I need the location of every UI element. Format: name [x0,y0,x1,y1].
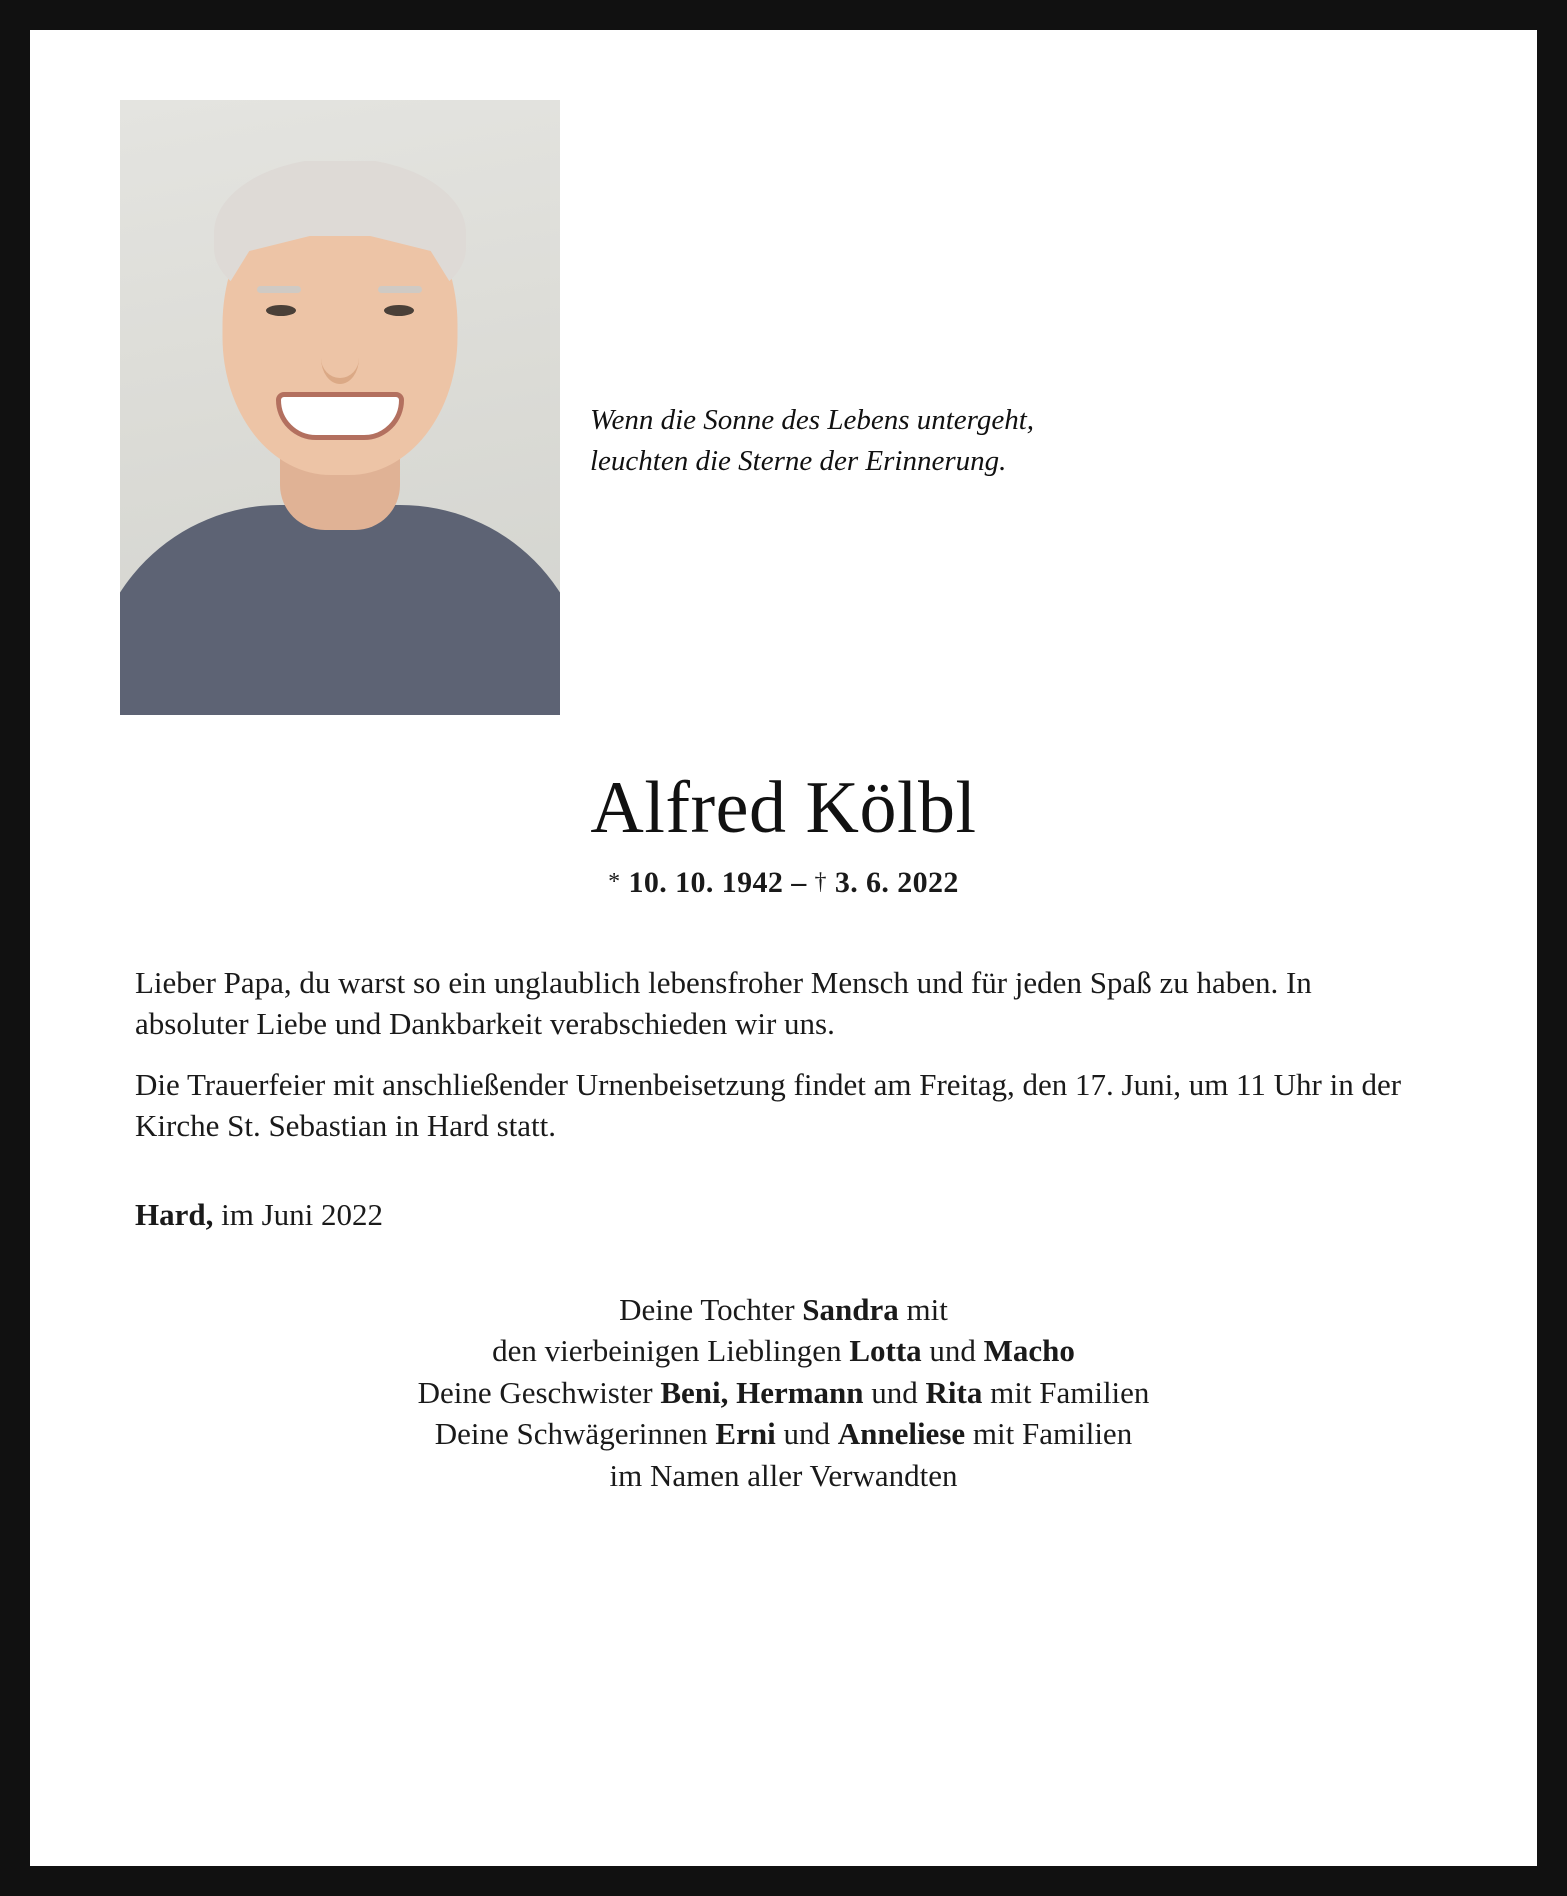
survivor-line-4-prefix: Deine Schwägerinnen [434,1416,716,1452]
death-symbol: † [814,868,827,895]
survivor-line-4-mid: und [775,1416,838,1452]
verse-line-2: leuchten die Sterne der Erinnerung. [590,445,1007,478]
photo-eyebrow-left [257,286,301,293]
photo-smile [276,392,404,440]
birth-symbol: * [608,868,621,895]
photo-eye-left [266,305,296,316]
survivor-line-2 [30,1330,1537,1372]
survivor-line-1-suffix: mit [898,1291,948,1327]
survivor-line-3-mid: und [863,1374,926,1410]
survivor-line-3-name-2: Rita [925,1374,983,1410]
survivors-list [30,1289,1537,1497]
message-paragraph-1: Lieber Papa, du warst so ein unglaublich lebensfroher Mensch und für jeden Spaß zu haben. In absoluter Liebe und Dankbarkeit verabschieden wir uns. [135,964,1312,1041]
message-paragraph-2: Die Trauerfeier mit anschließender Urnenbeisetzung findet am Freitag, den 17. Juni, um 11 Uhr in der Kirche St. Sebastian in Hard statt. [135,1067,1402,1144]
survivor-line-2-name-2: Macho [983,1333,1075,1369]
survivor-line-4 [30,1413,1537,1455]
survivor-line-1-prefix: Deine Tochter [619,1291,803,1327]
portrait-photo [120,100,560,715]
place-date: im Juni 2022 [221,1196,384,1232]
portrait-container [30,100,560,715]
survivor-line-3-prefix: Deine Geschwister [417,1374,661,1410]
survivor-line-3-suffix: mit Familien [982,1374,1150,1410]
deceased-name: Alfred Kölbl [590,767,977,849]
survivor-line-1-name: Sandra [802,1291,899,1327]
survivor-line-4-name-1: Erni [715,1416,776,1452]
name-block [30,767,1537,900]
survivor-line-2-prefix: den vierbeinigen Lieblingen [492,1333,850,1369]
survivor-line-3 [30,1372,1537,1414]
date-separator: – [791,865,807,899]
survivor-line-3-name-1: Beni, Hermann [660,1374,864,1410]
survivor-line-5: im Namen aller Verwandten [609,1457,958,1493]
survivor-line-2-name-1: Lotta [849,1333,922,1369]
top-area [30,30,1537,715]
place-and-date [30,1197,1537,1233]
photo-eye-right [384,305,414,316]
place-city: Hard, [135,1196,214,1232]
photo-shirt [120,505,560,715]
birth-date: 10. 10. 1942 [628,865,784,899]
life-dates [30,866,1537,900]
notice-sheet [30,30,1537,1866]
survivor-line-4-name-2: Anneliese [837,1416,966,1452]
photo-eyebrow-right [378,286,422,293]
memorial-message [30,962,1537,1147]
photo-nose [321,332,359,384]
memorial-verse [560,100,1537,482]
survivor-line-1 [30,1289,1537,1331]
survivor-line-4-suffix: mit Familien [965,1416,1133,1452]
verse-line-1: Wenn die Sonne des Lebens untergeht, [590,404,1035,436]
death-date: 3. 6. 2022 [834,865,959,899]
survivor-line-2-mid: und [921,1333,984,1369]
